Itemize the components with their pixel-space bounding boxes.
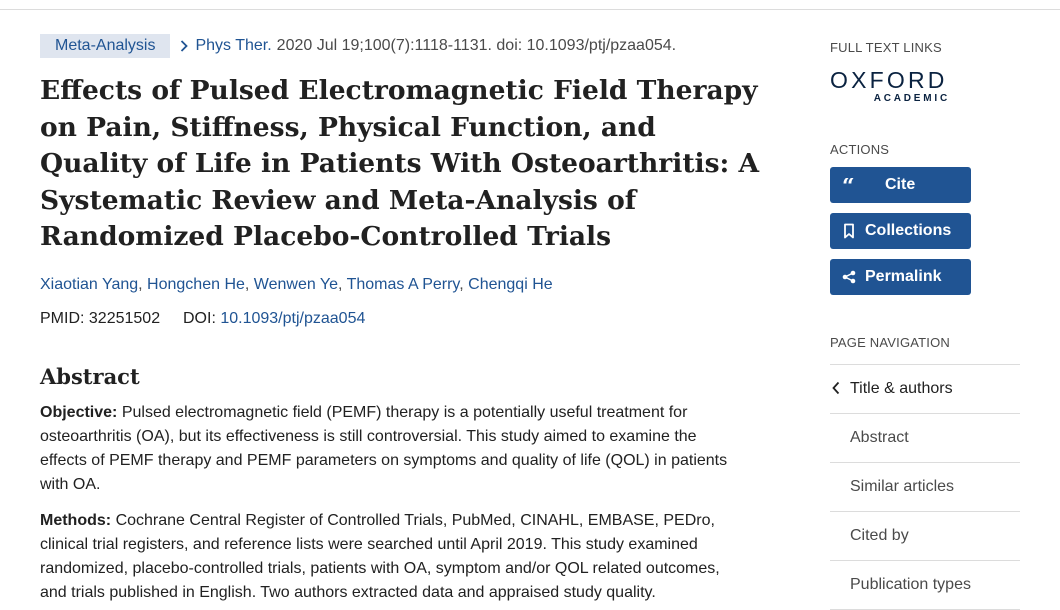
- objective-label: Objective:: [40, 403, 118, 421]
- cite-button[interactable]: [830, 167, 971, 203]
- nav-item-publication-types[interactable]: [830, 561, 1020, 610]
- collections-button-label: Collections: [865, 222, 952, 239]
- actions-label: ACTIONS: [830, 142, 890, 157]
- nav-item-similar-articles[interactable]: [830, 463, 1020, 512]
- objective-text: Pulsed electromagnetic field (PEMF) therapy is a potentially useful treatment for osteoarthritis (OA), but its effectiveness is still controversial. This study aimed to examine the effects of PEMF therapy and PEMF parameters on symptoms and quality of life (QOL) in patients with OA.: [40, 403, 728, 493]
- sidebar: [830, 40, 1020, 610]
- abstract-methods: [40, 509, 740, 605]
- citation-line: [40, 34, 770, 58]
- article-main: [40, 34, 770, 605]
- pmid-label: PMID:: [40, 309, 85, 327]
- citation-details: 2020 Jul 19;100(7):1118-1131. doi: 10.1093/ptj/pzaa054.: [276, 37, 677, 54]
- svg-text:“: “: [842, 178, 855, 192]
- article-title: Effects of Pulsed Electromagnetic Field Therapy on Pain, Stiffness, Physical Function, and Quality of Life in Patients With Osteoarthritis: A Systematic Review and Meta-Analysis of Randomized Placebo-Controlled Trials: [40, 75, 760, 252]
- oxford-academic-logo[interactable]: [830, 69, 960, 104]
- page-navigation-list: [830, 364, 1020, 610]
- nav-item-label: Publication types: [850, 576, 971, 593]
- permalink-button[interactable]: [830, 259, 971, 295]
- methods-label: Methods:: [40, 511, 112, 529]
- chevron-right-icon: [180, 40, 188, 52]
- journal-link[interactable]: Phys Ther.: [195, 37, 272, 54]
- abstract-objective: [40, 401, 740, 497]
- methods-text: Cochrane Central Register of Controlled Trials, PubMed, CINAHL, EMBASE, PEDro, clinical trial registers, and reference lists were searched until April 2019. This study examined randomized, placebo-controlled trials, patients with OA, symptom and/or QOL related outcomes, and trials published in English. Two authors extracted data and appraised study quality.: [40, 511, 720, 601]
- logo-line-2: ACADEMIC: [873, 93, 950, 104]
- article-identifiers: [40, 310, 770, 328]
- top-border: [0, 0, 1060, 10]
- nav-item-label: Title & authors: [850, 380, 953, 397]
- nav-item-label: Similar articles: [850, 478, 955, 495]
- author-list: Xiaotian Yang, Hongchen He, Wenwen Ye, Thomas A Perry, Chengqi He: [40, 275, 553, 293]
- cite-button-label: Cite: [885, 176, 916, 193]
- nav-item-label: Abstract: [850, 429, 909, 446]
- pmid-value: 32251502: [88, 309, 161, 327]
- doi-link[interactable]: 10.1093/ptj/pzaa054: [220, 309, 366, 327]
- quote-icon: [842, 178, 862, 192]
- author-link[interactable]: Thomas A Perry: [346, 275, 460, 293]
- full-text-links-label: FULL TEXT LINKS: [830, 40, 942, 55]
- nav-item-title-authors[interactable]: [830, 365, 1020, 414]
- author-link[interactable]: Chengqi He: [468, 275, 553, 293]
- abstract-heading: Abstract: [40, 363, 140, 389]
- publication-type-badge[interactable]: Meta-Analysis: [40, 34, 170, 58]
- collections-button[interactable]: [830, 213, 971, 249]
- doi-label: DOI:: [183, 309, 216, 327]
- author-link[interactable]: Xiaotian Yang: [40, 275, 139, 293]
- nav-item-cited-by[interactable]: [830, 512, 1020, 561]
- author-link[interactable]: Wenwen Ye: [253, 275, 338, 293]
- bookmark-icon: [842, 223, 862, 239]
- page-navigation-label: PAGE NAVIGATION: [830, 335, 951, 350]
- nav-item-abstract[interactable]: [830, 414, 1020, 463]
- share-icon: [842, 270, 862, 284]
- nav-item-label: Cited by: [850, 527, 909, 544]
- chevron-left-icon: [832, 381, 840, 395]
- author-link[interactable]: Hongchen He: [147, 275, 245, 293]
- permalink-button-label: Permalink: [865, 268, 942, 285]
- logo-line-1: OXFORD: [830, 67, 948, 93]
